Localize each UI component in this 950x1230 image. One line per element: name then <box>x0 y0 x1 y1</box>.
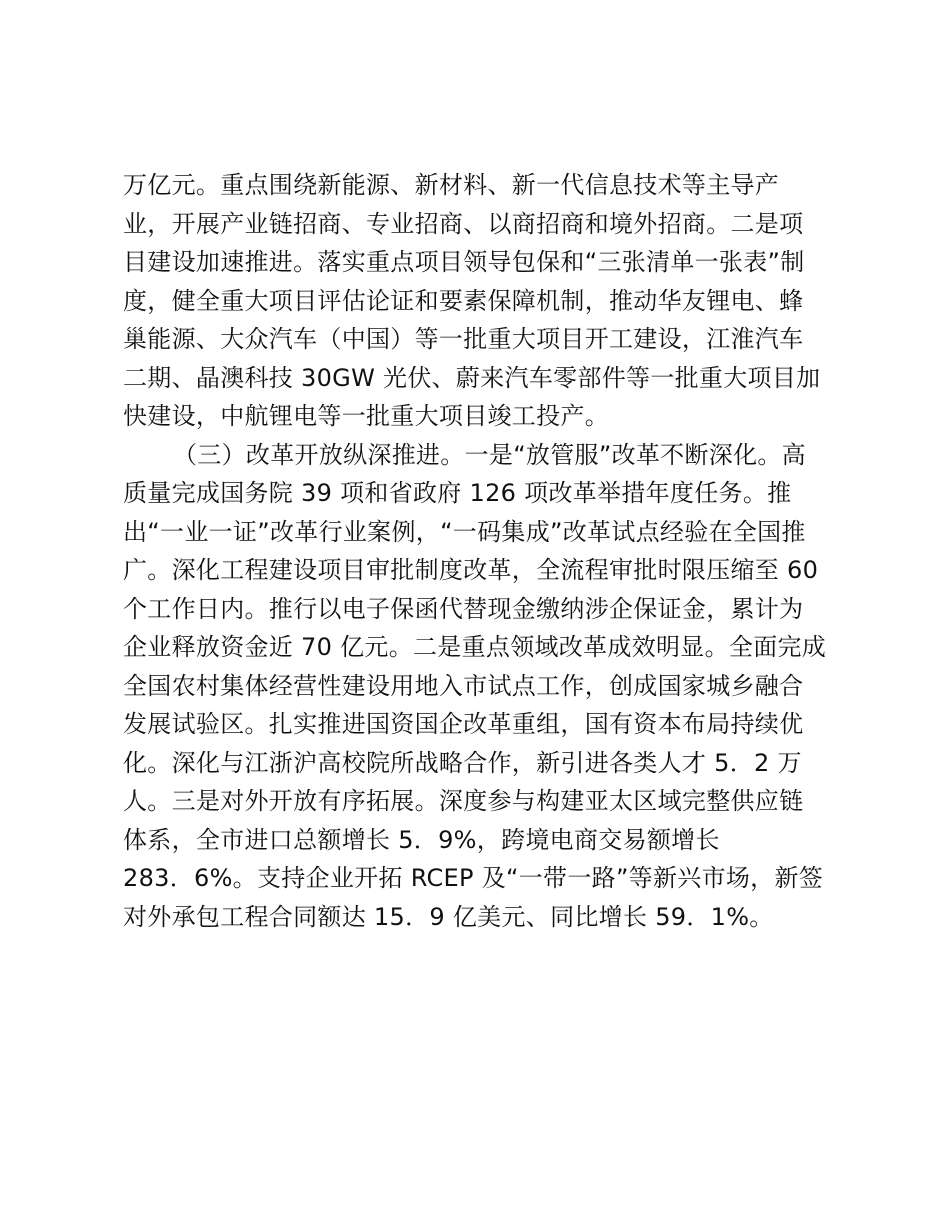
text-line: 目建设加速推进。落实重点项目领导包保和“三张清单一张表”制 <box>123 248 805 276</box>
text-line: 发展试验区。扎实推进国资国企改革重组，国有资本布局持续优 <box>123 710 804 738</box>
text-line: 化。深化与江浙沪高校院所战略合作，新引进各类人才 5．2 万 <box>123 748 802 777</box>
text-line: 度，健全重大项目评估论证和要素保障机制，推动华友锂电、蜂 <box>123 286 804 315</box>
text-line: 业，开展产业链招商、专业招商、以商招商和境外招商。二是项 <box>123 209 804 238</box>
text-line: 283．6%。支持企业开拓 RCEP 及“一带一路”等新兴市场，新签 <box>123 864 824 892</box>
text-line: 万亿元。重点围绕新能源、新材料、新一代信息技术等主导产 <box>123 171 780 199</box>
text-line: 对外承包工程合同额达 15．9 亿美元、同比增长 59．1%。 <box>123 902 774 931</box>
text-line: 广。深化工程建设项目审批制度改革，全流程审批时限压缩至 60 <box>123 556 819 584</box>
text-line: 出“一业一证”改革行业案例，“一码集成”改革试点经验在全国推 <box>123 517 806 546</box>
text-line: 体系，全市进口总额增长 5．9%，跨境电商交易额增长 <box>123 825 720 854</box>
text-line: 人。三是对外开放有序拓展。深度参与构建亚太区域完整供应链 <box>123 787 804 815</box>
text-line: 企业释放资金近 70 亿元。二是重点领域改革成效明显。全面完成 <box>123 633 827 661</box>
text-line: 二期、晶澳科技 30GW 光伏、蔚来汽车零部件等一批重大项目加 <box>123 363 821 392</box>
text-line: 质量完成国务院 39 项和省政府 126 项改革举措年度任务。推 <box>123 479 792 507</box>
text-line: 全国农村集体经营性建设用地入市试点工作，创成国家城乡融合 <box>123 671 804 700</box>
text-line: 巢能源、大众汽车（中国）等一批重大项目开工建设，江淮汽车 <box>123 325 804 353</box>
paragraph-heading-line: （三）改革开放纵深推进。一是“放管服”改革不断深化。高 <box>173 440 806 469</box>
text-line: 个工作日内。推行以电子保函代替现金缴纳涉企保证金，累计为 <box>123 594 804 623</box>
text-line: 快建设，中航锂电等一批重大项目竣工投产。 <box>123 402 609 430</box>
body-text <box>123 166 853 936</box>
